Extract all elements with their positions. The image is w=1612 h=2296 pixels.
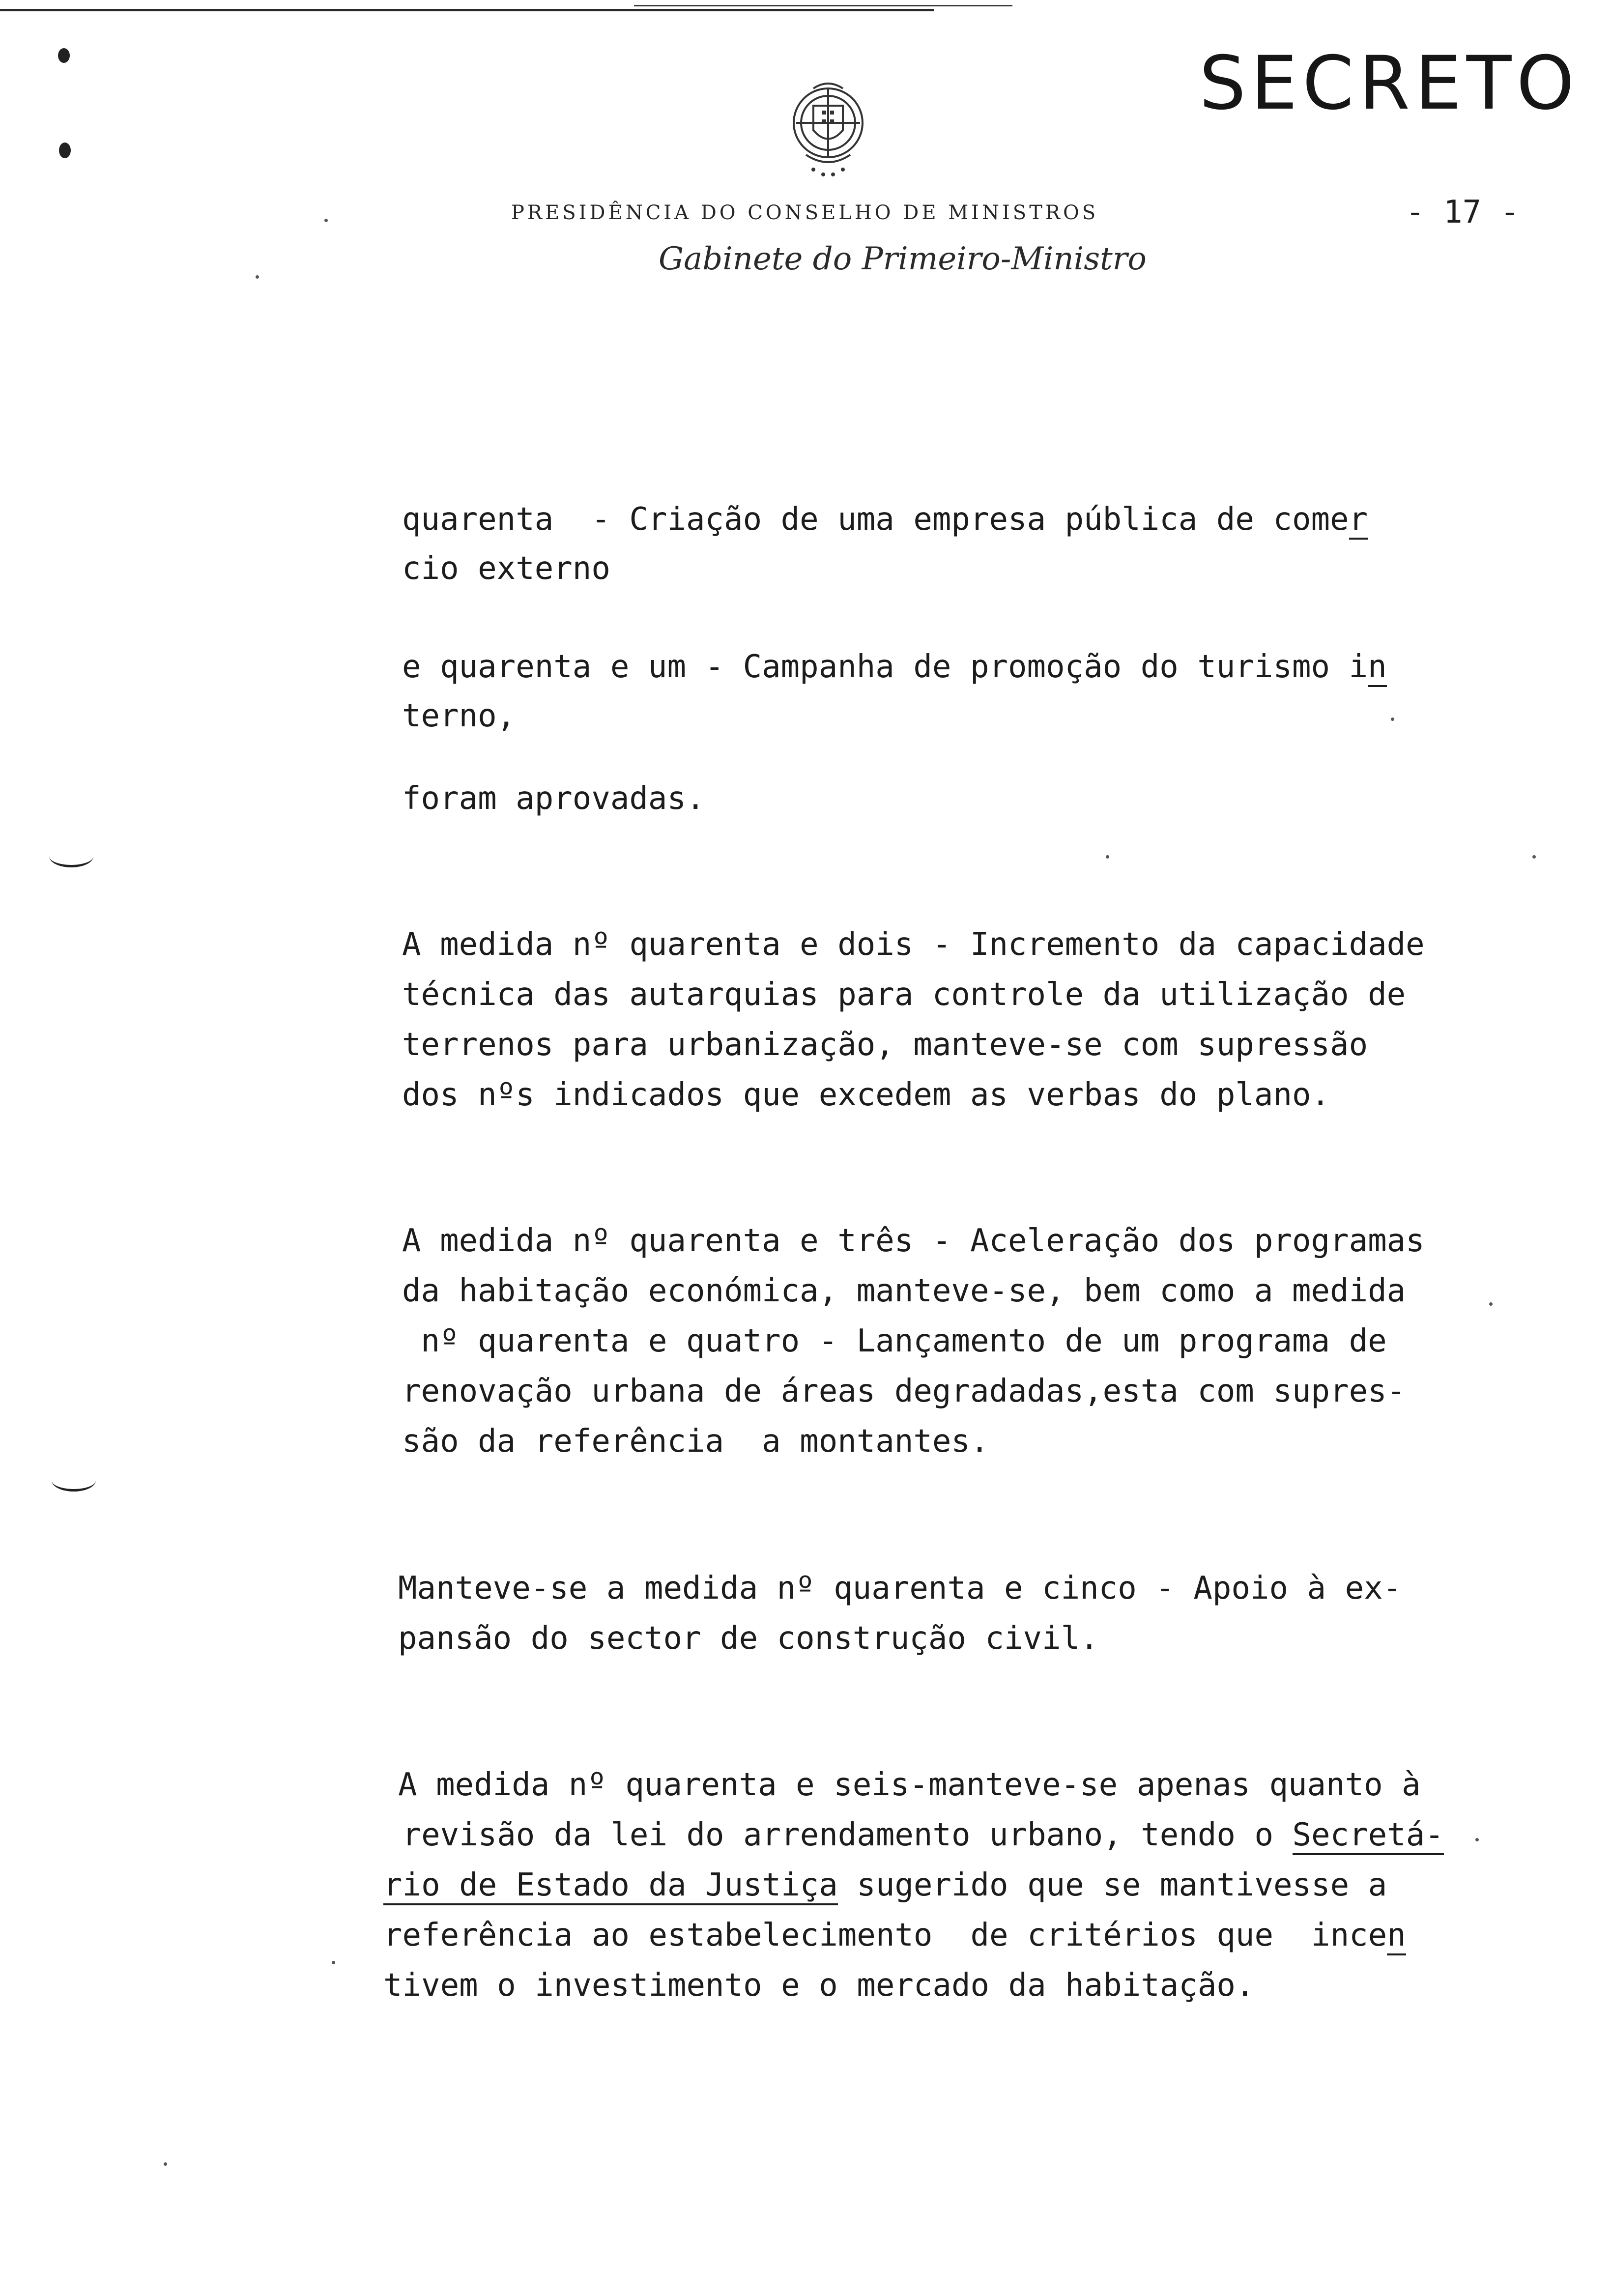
- body-line: terrenos para urbanização, manteve-se com supressão: [402, 1027, 1368, 1063]
- body-line: A medida nº quarenta e seis-manteve-se apenas quanto à: [398, 1767, 1421, 1803]
- body-line: e quarenta e um - Campanha de promoção do turismo in: [402, 651, 1387, 683]
- body-line: técnica das autarquias para controle da utilização de: [402, 976, 1406, 1013]
- body-line: cio externo: [402, 550, 610, 587]
- speck: [256, 275, 259, 279]
- margin-mark: [59, 143, 71, 158]
- margin-mark: [58, 48, 70, 63]
- speck: [1106, 855, 1109, 859]
- page-number: - 17 -: [1406, 194, 1520, 230]
- body-line: foram aprovadas.: [402, 780, 705, 817]
- body-line: terno,: [402, 698, 516, 734]
- speck: [1475, 1838, 1479, 1841]
- speck: [164, 2162, 167, 2166]
- binder-hole-mark: [49, 845, 93, 867]
- body-line: da habitação económica, manteve-se, bem como a medida: [402, 1273, 1406, 1309]
- body-line: Manteve-se a medida nº quarenta e cinco - Apoio à ex-: [398, 1570, 1402, 1607]
- body-line: tivem o investimento e o mercado da habitação.: [383, 1967, 1255, 2004]
- body-line: revisão da lei do arrendamento urbano, tendo o Secretá-: [383, 1819, 1444, 1851]
- body-line: A medida nº quarenta e três - Aceleração dos programas: [402, 1223, 1425, 1259]
- speck: [1489, 1302, 1493, 1306]
- top-rule-secondary: [634, 5, 1012, 6]
- speck: [1532, 855, 1536, 859]
- speck: [332, 1961, 335, 1964]
- office-script-heading: Gabinete do Primeiro-Ministro: [659, 241, 1147, 277]
- body-line: pansão do sector de construção civil.: [398, 1620, 1099, 1657]
- body-line: dos nºs indicados que excedem as verbas do plano.: [402, 1077, 1330, 1113]
- speck: [1391, 718, 1394, 721]
- body-line: A medida nº quarenta e dois - Incremento da capacidade: [402, 926, 1425, 963]
- body-line: referência ao estabelecimento de critérios que incen: [383, 1920, 1406, 1951]
- body-line: nº quarenta e quatro - Lançamento de um programa de: [402, 1323, 1387, 1359]
- top-rule: [0, 9, 934, 11]
- body-line: quarenta - Criação de uma empresa pública de comer: [402, 504, 1368, 535]
- body-line: renovação urbana de áreas degradadas,esta com supres-: [402, 1373, 1406, 1409]
- body-line: são da referência a montantes.: [402, 1423, 989, 1460]
- coat-of-arms-emblem: [767, 69, 890, 192]
- binder-hole-mark: [52, 1469, 96, 1492]
- speck: [324, 219, 328, 222]
- body-line: rio de Estado da Justiça sugerido que se mantivesse a: [383, 1869, 1387, 1901]
- institution-heading: PRESIDÊNCIA DO CONSELHO DE MINISTROS: [511, 201, 1099, 224]
- classification-stamp: SECRETO: [1199, 41, 1580, 126]
